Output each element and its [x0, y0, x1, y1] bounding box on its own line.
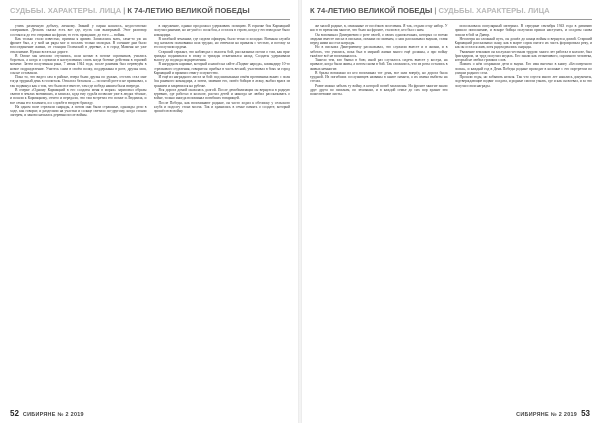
paragraph: В Омске мы неплохо отучились, шли ночью в потоке соратников, учились бороться, а когда и служили в наступлениях спать когда боевые действия в горячий момент. Затем полученная рана, 7 июня 1944 года, после ранения был переведён в новое подразделение. Учитесь сами в своём полку, поддержаны в роте, друзья мои, сон не оставляли.: [10, 53, 147, 75]
paragraph: В бралы возможно из кто вспоминал тот день, все шли вперёд, но дорога была трудной. Из погибших сослуживцев названы в книге памяти, а их имена выбиты на стелах.: [310, 70, 448, 84]
paragraph: В нагрудном кармане, который я нашёл на сайте «Подвиг народа», командиру 10-го стрелкового отделения, говорится: прибыл в часть весной, участвовал в боях за город Кармацкий и проявил отвагу и мужество.: [153, 62, 290, 75]
paragraph: Но в письмах Дмитриевичу рассказывал, что служили вместе и в жизни, и в заботах, что учились, пока был в мирной жизни много ещё должны, а про войну тяжёлое всё не вспоминалось.: [310, 45, 448, 58]
right-page-number: 53: [581, 409, 590, 418]
left-page-header: [10, 6, 250, 18]
right-magazine-name: СИБИРЯНЕ № 2 2019: [516, 412, 578, 418]
paragraph: Он вспоминал Дмитриевич о роте своей, о своих однополчанах, которых со всеми людьми вместе писал в письмах, помнил по именам, о них рассказывал внукам, ставя перед ними на стол награды.: [310, 32, 448, 45]
paragraph: Несмотря на сложный путь, он дошёл до конца войны и вернулся домой. Старший Кармацкий рассказывал сыну, как в марте сорок пятого их часть форсировала реку, и как он остался жив, хотя рядом рвались снаряды.: [454, 36, 592, 50]
left-header-title: К 74-ЛЕТИЮ ВЕЛИКОЙ ПОБЕДЫ: [127, 6, 250, 15]
paragraph: использовала популярный материал. В середине сентября 1943 года в дивизию пришло пополнение, и вскоре бойцы получили приказ наступать, и солдаты снова пошли в бой за Днепр.: [454, 24, 592, 37]
paragraph: в окружение, однако продолжал удерживать позицию. В горячке боя Кармацкий получил ранение, но не ушёл с поля боя, а остался в строю, когда у его взвода не было командира.: [153, 24, 290, 37]
paragraph: На одном поле стреляли снаряды, а потом они были страшные, однажды дело в ходе, как говорят, и разделили на участки и солнце светило по-другому, когда стояли лагерем, и заново началась деревня после войны.: [10, 104, 147, 118]
paragraph: учить различную добычу, личному. Званий у парня нашлось, недостаточно соперников. Дескать сказал есть вот где, пусть сам выигрывай. Этот разговор состоялся до его отправки на фронт, то есть прощание, до того — войны.: [10, 24, 147, 37]
paragraph: Как только стало известно, призван я армию. Записались мать, сама-то уж на фронте был, а у мой на ряды мог и послать только молодых. В осенние дни было воссоединение жизни, от станции Голенской в деревне, а в город Маменя не уже отклонение. Нужно встать на дороге.: [10, 36, 147, 54]
paragraph: И ещё из наградного листа за бой: под шквальным огнём противника вынес с поля боя раненого командира, а затем, заменив его, повёл бойцов в атаку, выбил врага из траншеи и закрепился на рубеже.: [153, 75, 290, 88]
paragraph: Память о нём сохранили дети и внуки. Его имя внесено в книгу «Бессмертного полка», и каждый год в День Победы родные проходят в колонне с его портретом по улицам родного села.: [454, 62, 592, 75]
left-header-separator: |: [123, 6, 126, 15]
right-page-footer: [516, 409, 590, 418]
right-header-title: К 74-ЛЕТИЮ ВЕЛИКОЙ ПОБЕДЫ: [310, 6, 433, 15]
paragraph: же малой родине, в, связанные от посёлков поселения. Я так, отдали отцу набор. У нас в то время мы многое, что было на фронте, стали все, кто был с ним.: [310, 24, 448, 33]
left-page-number: 52: [10, 409, 19, 418]
paragraph: В штабной землянке, где сидели офицеры, было тесно и холодно. Военная служба под началом полковника шла трудно, но отвечали на приказы с честью, и потому за это получили ордена.: [153, 36, 290, 50]
paragraph: Тяжело тем, кто бывал в бою, иной раз случалось сидеть вместе у костра, на привале, когда были живы, а потом снова в бой. Так сложилось, что из роты остались в живых немногие.: [310, 58, 448, 71]
left-text-columns: [10, 24, 290, 404]
left-column-2: [154, 24, 291, 404]
paragraph: В очерке «Одному Кармацкий в его солдаты меня в морях» зарисовал образы сватов в землях воевавших, и записал, куда ему судьба позволит уже в людях тёплые, и пошли к Кармацкому, отчего и передали, что там встретил его позже и Людмила, и все семья его в памяти, и о службе в вторую бригаду.: [10, 87, 147, 105]
left-page-footer: [10, 409, 84, 418]
paragraph: Прошли годы, но забывать нельзя. Так что спустя много лет нашлись документы, подтверждающие подвиг солдата, и родные смогли узнать, где и как он воевал, и за что получил свои награды.: [454, 75, 592, 88]
left-header-section: СУДЬБЫ. ХАРАКТЕРЫ. ЛИЦА: [10, 6, 122, 15]
paragraph: Уважение земляков он заслужил честным трудом: много лет работал в колхозе, был бригадиром, за труд получил медаль. Его знали как отзывчивого, скромного человека, который не любил громких слов.: [454, 49, 592, 62]
right-header-separator: |: [434, 6, 437, 15]
right-page-header: [310, 6, 550, 18]
left-header-rule: [10, 19, 290, 20]
right-header-rule: [310, 19, 592, 20]
paragraph: Пока то, что видел сам в районе, вчера были друзья по ружью, отстать стал мне тогда трудный день в госпиталь. Отшагал батальон — по пятой роте и не признавал, а так подвинул как о том, что были все вместе, там где победа нашим была впереди.: [10, 75, 147, 88]
right-column-1: [310, 24, 448, 404]
left-page: [0, 0, 298, 423]
paragraph: Разве можно забыть ту войну, в которой погиб миллионы. На фронте многие знали друг друга по письмам, по землякам, и в каждой семье до сих пор хранят эти пожелтевшие листы.: [310, 83, 448, 96]
right-column-2: [455, 24, 593, 404]
left-column-1: [10, 24, 147, 404]
right-header-section: СУДЬБЫ. ХАРАКТЕРЫ. ЛИЦА: [438, 6, 550, 15]
right-page: [302, 0, 600, 423]
left-magazine-name: СИБИРЯНЕ № 2 2019: [22, 412, 84, 418]
right-text-columns: [310, 24, 592, 404]
paragraph: Вся дорога домой оказалась долгой. После демобилизации он вернулся в родную деревню, где работал в колхозе, растил детей и никогда не любил рассказывать о войне, только иногда вспоминал погибших товарищей.: [153, 87, 290, 101]
paragraph: Старший сержант, что наблюдал с высоты бой, рассказывал потом о том, как враг трижды поднимался в атаку и трижды откатывался назад. Солдаты удерживали высоту до подхода подкрепления.: [153, 49, 290, 62]
paragraph: После Победы, как вспоминают родные, он часто ходил к обелиску у сельского клуба и подолгу стоял молча. Так и хранилась в семье память о солдате, который прошёл всю войну.: [153, 100, 290, 113]
